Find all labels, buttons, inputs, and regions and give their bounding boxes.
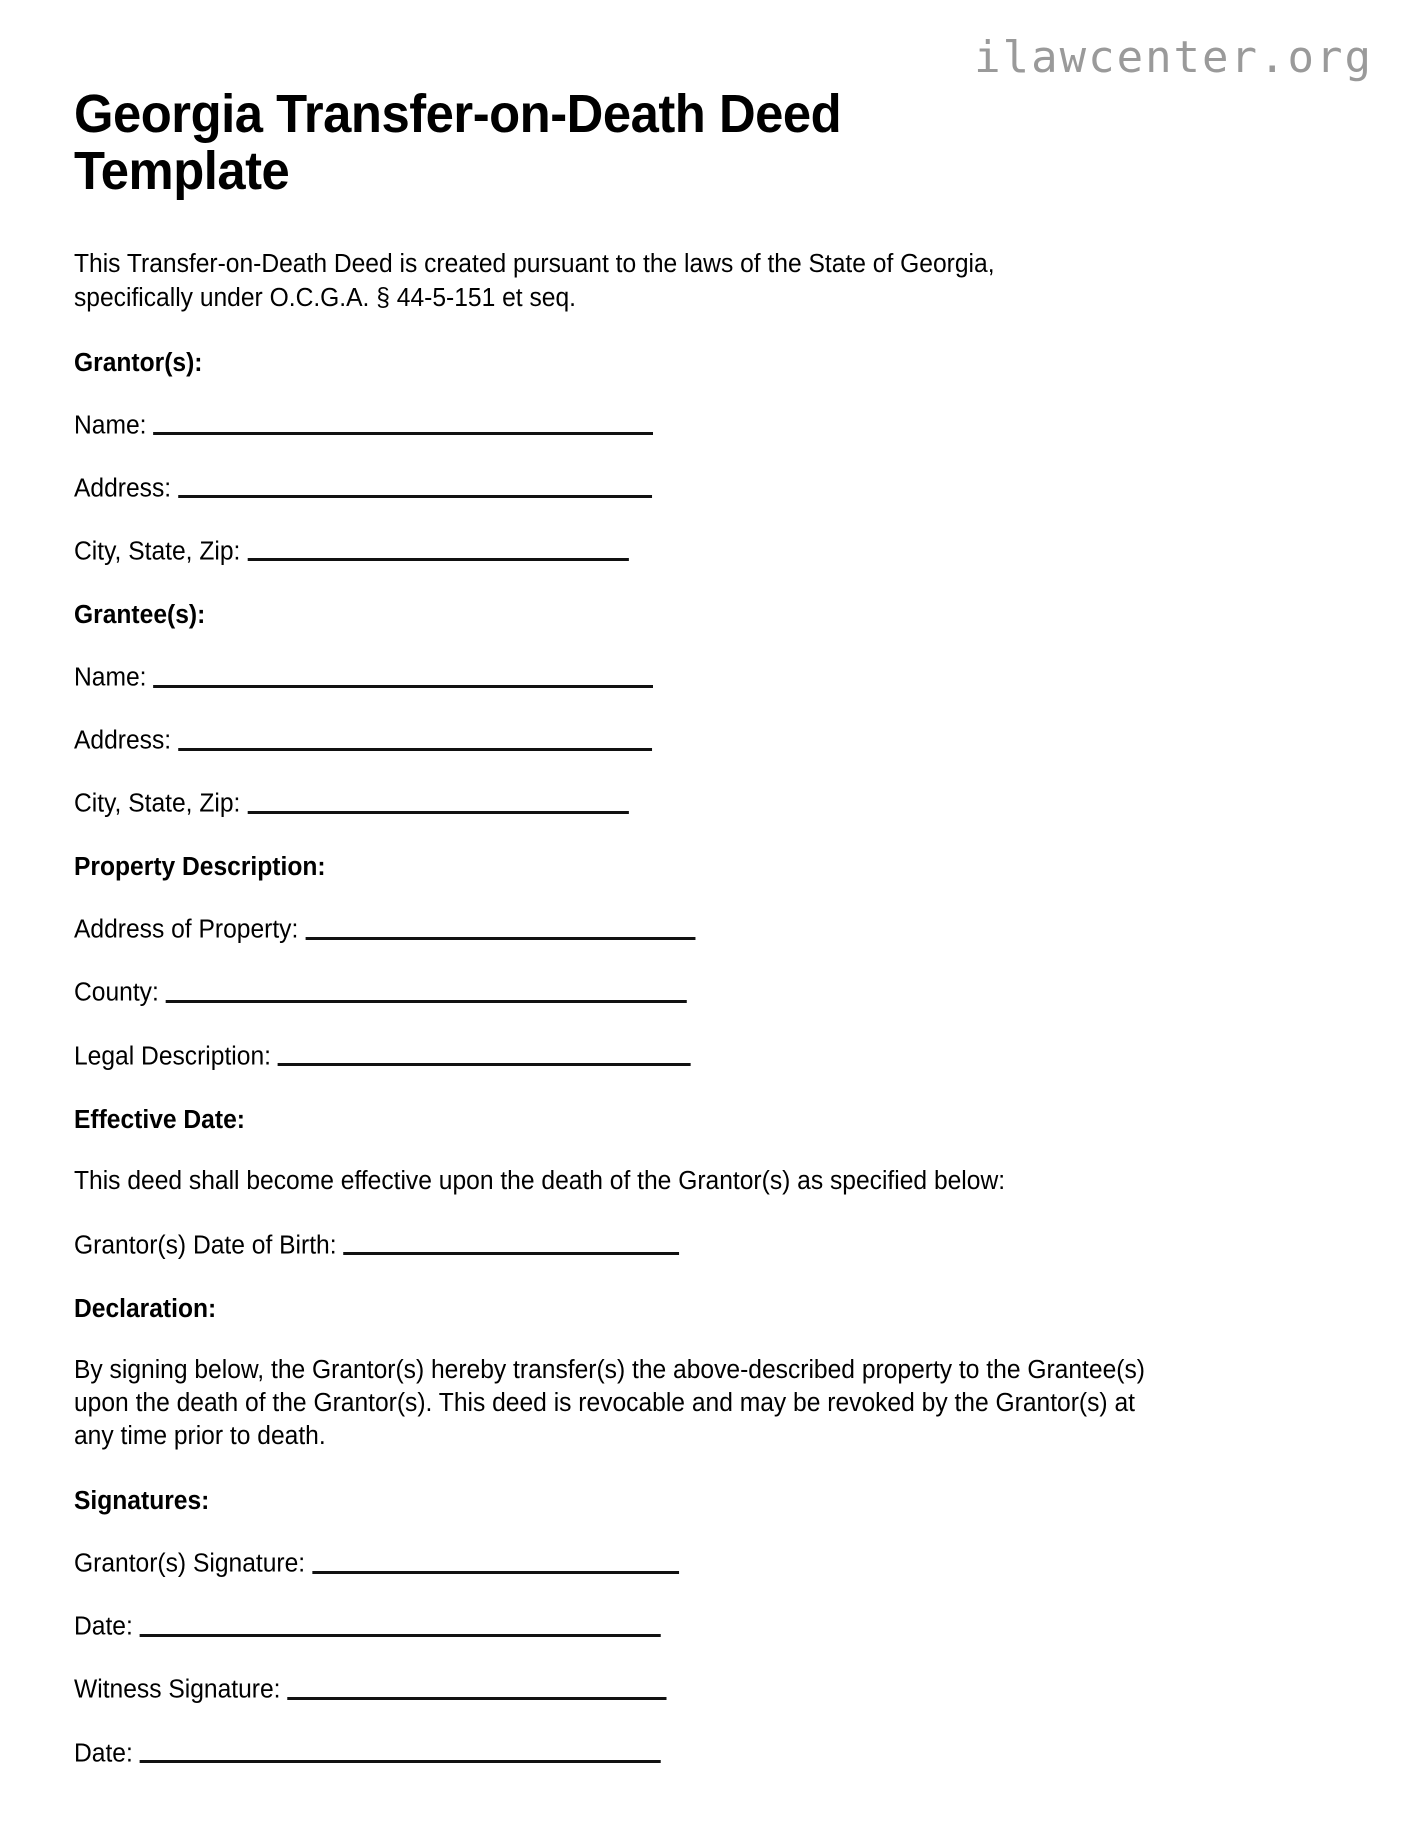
field-label: City, State, Zip: <box>74 537 241 566</box>
field-label: Name: <box>74 411 147 440</box>
grantee-name-input[interactable] <box>153 660 653 686</box>
grantor-name-input[interactable] <box>153 408 653 434</box>
field-row-grantor-signature <box>74 1546 1292 1579</box>
section-heading-grantee: Grantee(s): <box>74 601 206 630</box>
field-row-grantor-citystatezip <box>74 534 1292 567</box>
field-row-grantee-citystatezip <box>74 786 1292 819</box>
page-title: Georgia Transfer-on-Death Deed Template <box>74 84 842 202</box>
field-row-grantor-address <box>74 471 1292 504</box>
field-label: Name: <box>74 663 147 692</box>
field-row-grantor-name <box>74 408 1292 441</box>
field-label: Address of Property: <box>74 915 299 944</box>
site-watermark: ilawcenter.org <box>974 32 1373 83</box>
section-heading-property-description: Property Description: <box>74 853 326 882</box>
section-heading-grantor: Grantor(s): <box>74 348 203 377</box>
field-label: Grantor(s) Date of Birth: <box>74 1231 337 1260</box>
field-row-witness-signature-date <box>74 1736 1292 1769</box>
section-heading-signatures: Signatures: <box>74 1487 210 1516</box>
field-row-grantor-signature-date <box>74 1609 1292 1642</box>
witness-signature-input[interactable] <box>287 1672 666 1698</box>
grantor-signature-date-input[interactable] <box>140 1609 661 1635</box>
intro-paragraph: This Transfer-on-Death Deed is created pursuant to the laws of the State of Georgia, specifically under O.C.G.A. § 44-5-151 et seq. <box>74 250 995 312</box>
field-label: Address: <box>74 474 172 503</box>
grantor-address-input[interactable] <box>178 471 652 497</box>
field-label: Address: <box>74 726 172 755</box>
field-row-witness-signature <box>74 1672 1292 1705</box>
grantor-signature-input[interactable] <box>312 1546 679 1572</box>
field-label: Date: <box>74 1739 133 1768</box>
field-row-grantor-dob <box>74 1228 1292 1261</box>
grantor-date-of-birth-input[interactable] <box>343 1228 679 1254</box>
property-address-input[interactable] <box>305 912 695 938</box>
grantee-address-input[interactable] <box>178 723 652 749</box>
effective-date-text: This deed shall become effective upon the death of the Grantor(s) as specified below: <box>74 1166 1006 1195</box>
field-row-property-legal-description <box>74 1039 1292 1072</box>
witness-signature-date-input[interactable] <box>140 1736 661 1762</box>
section-heading-effective-date: Effective Date: <box>74 1105 245 1134</box>
document-body <box>74 86 1336 1769</box>
field-label: Witness Signature: <box>74 1675 281 1704</box>
field-label: Grantor(s) Signature: <box>74 1549 306 1578</box>
declaration-text: By signing below, the Grantor(s) hereby transfer(s) the above-described property to the Grantee(s) upon the death of the Grantor(s). This deed is revocable and may be revoked by the Grantor(s) at any time prior to death. <box>74 1355 1145 1451</box>
field-row-property-address <box>74 912 1292 945</box>
field-row-grantee-name <box>74 660 1292 693</box>
property-county-input[interactable] <box>166 975 687 1001</box>
grantee-city-state-zip-input[interactable] <box>247 786 628 812</box>
grantor-city-state-zip-input[interactable] <box>247 534 628 560</box>
field-label: City, State, Zip: <box>74 789 241 818</box>
field-label: Date: <box>74 1612 133 1641</box>
field-label: County: <box>74 978 159 1007</box>
field-label: Legal Description: <box>74 1042 271 1070</box>
section-heading-declaration: Declaration: <box>74 1294 217 1323</box>
property-legal-description-input[interactable] <box>278 1039 691 1065</box>
field-row-property-county <box>74 975 1292 1008</box>
field-row-grantee-address <box>74 723 1292 756</box>
